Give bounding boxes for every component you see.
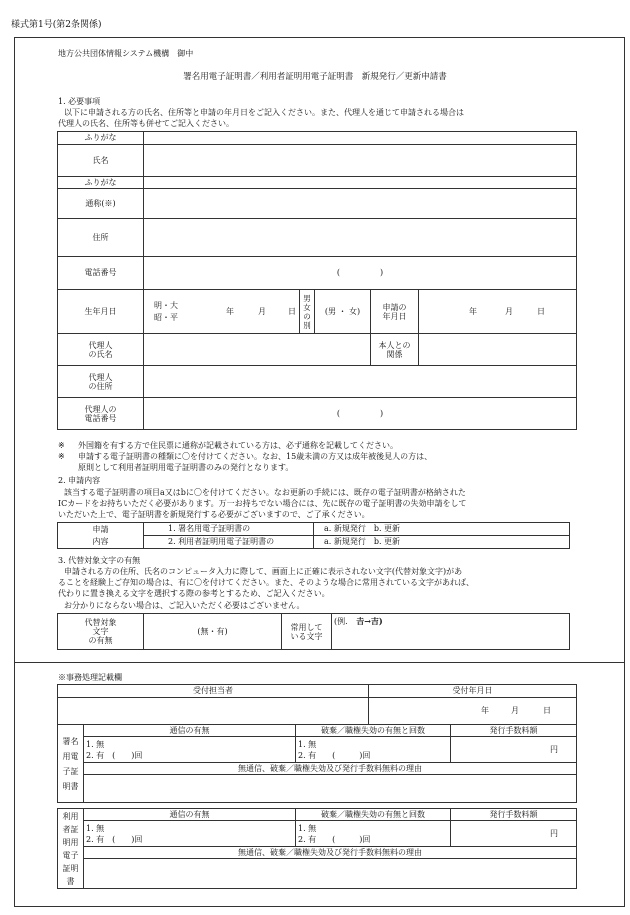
note-2b: 原則として利用者証明用電子証明書のみの発行となります。 xyxy=(78,463,294,472)
sign-revoke-yes: 2. 有 ( )回 xyxy=(298,750,371,760)
agent-name-label-1: 代理人 xyxy=(88,340,113,350)
agent-name-label xyxy=(58,334,144,366)
alias-input[interactable] xyxy=(144,189,577,219)
sex-label-3: の xyxy=(303,311,311,321)
agent-name-input[interactable] xyxy=(144,334,371,366)
user-cert-label-3: 明用 xyxy=(62,837,79,847)
user-fee-input[interactable] xyxy=(451,821,577,847)
user-revoke-yes: 2. 有 ( )回 xyxy=(298,834,371,844)
furigana2-input[interactable] xyxy=(144,177,577,189)
office-heading: ※事務処理記載欄 xyxy=(58,673,122,682)
sign-comm-yes: 2. 有 ( )回 xyxy=(86,750,143,760)
sex-label-4: 別 xyxy=(303,320,311,330)
section3-p2: ることを経験上ご存知の場合は、有に〇を付けてください。また、そのような場合に常用されている文字があれば、 xyxy=(58,578,474,587)
request-choice-1[interactable]: a. 新規発行 b. 更新 xyxy=(314,523,570,536)
receive-date-label: 受付年月日 xyxy=(369,685,577,698)
sign-cert-label-1: 署名 xyxy=(62,736,79,746)
apply-date-label-2: 年月日 xyxy=(382,311,407,321)
sign-cert-label-4: 明書 xyxy=(62,781,79,791)
sex-label-1: 男 xyxy=(303,293,311,303)
agent-address-label xyxy=(58,366,144,398)
recv-month: 月 xyxy=(511,706,519,715)
alias-label: 通称(※) xyxy=(58,189,144,219)
agent-phone-label-1: 代理人の xyxy=(84,404,117,414)
apply-year: 年 xyxy=(469,306,477,316)
section3-p4: お分かりにならない場合は、ご記入いただく必要はございません。 xyxy=(64,601,305,610)
furigana-input[interactable] xyxy=(144,132,577,145)
addressee: 地方公共団体情報システム機構 御中 xyxy=(58,49,194,58)
common-char-label xyxy=(282,614,332,650)
phone-label: 電話番号 xyxy=(58,257,144,290)
request-label xyxy=(58,523,144,549)
receiver-label: 受付担当者 xyxy=(58,685,369,698)
section2-p1: 該当する電子証明書の項目a又はbに〇を付けてください。なお更新の手続には、既存の電子証明書が格納された xyxy=(64,488,466,497)
user-fee-yen: 円 xyxy=(550,828,558,838)
section3-p3: 代わりに置き換える文字を選択する際の参考とするため、ご記入ください。 xyxy=(58,589,330,598)
birth-year: 年 xyxy=(226,306,234,316)
alt-char-label-1: 代替対象 xyxy=(84,618,117,627)
form-id: 様式第1号(第2条関係) xyxy=(11,20,102,30)
address-input[interactable] xyxy=(144,219,577,257)
sign-cert-label xyxy=(58,725,84,803)
user-comm-head: 通信の有無 xyxy=(84,809,296,821)
apply-date-input[interactable] xyxy=(419,290,577,334)
user-comm-yes: 2. 有 ( )回 xyxy=(86,834,143,844)
user-revoke-input[interactable] xyxy=(296,821,451,847)
agent-address-label-2: の住所 xyxy=(88,381,113,391)
sign-comm-input[interactable] xyxy=(84,737,296,763)
birth-month: 月 xyxy=(258,306,266,316)
sign-cert-table xyxy=(57,724,577,803)
section1-heading: 1. 必要事項 xyxy=(58,97,101,106)
applicant-table xyxy=(57,131,577,430)
request-option-2: 2. 利用者証明用電子証明書の xyxy=(144,536,314,549)
receiver-input[interactable] xyxy=(58,698,369,725)
sex-label xyxy=(300,290,315,334)
sex-choice[interactable]: (男 ・ 女) xyxy=(315,290,371,334)
common-char-input[interactable] xyxy=(332,614,570,650)
sign-fee-head: 発行手数料額 xyxy=(451,725,577,737)
birth-day: 日 xyxy=(288,306,296,316)
sign-reason-input[interactable] xyxy=(84,775,577,803)
birth-input[interactable] xyxy=(144,290,300,334)
sign-fee-input[interactable] xyxy=(451,737,577,763)
user-cert-label xyxy=(58,809,84,889)
recv-day: 日 xyxy=(543,706,551,715)
apply-date-label xyxy=(371,290,419,334)
user-comm-input[interactable] xyxy=(84,821,296,847)
common-char-label-2: いる文字 xyxy=(290,631,323,641)
user-revoke-head: 破棄／職権失効の有無と回数 xyxy=(296,809,451,821)
sex-label-2: 女 xyxy=(303,302,311,312)
agent-phone-input[interactable] xyxy=(144,398,577,430)
furigana-label: ふりがな xyxy=(58,132,144,145)
user-cert-label-1: 利用 xyxy=(62,811,79,821)
alt-char-label xyxy=(58,614,144,650)
name-input[interactable] xyxy=(144,145,577,177)
section3-p1: 申請される方の住所、氏名のコンピュータ入力に際して、画面上に正確に表示されない文字(代替対象文字)があ xyxy=(64,567,463,576)
receive-date-input[interactable] xyxy=(369,698,577,725)
request-choice-2[interactable]: a. 新規発行 b. 更新 xyxy=(314,536,570,549)
form-title: 署名用電子証明書／利用者証明用電子証明書 新規発行／更新申請書 xyxy=(183,72,447,82)
relation-label xyxy=(371,334,419,366)
sign-cert-label-2: 用電 xyxy=(62,751,79,761)
section1-intro-2: 代理人の氏名、住所等も併せてご記入ください。 xyxy=(58,119,234,128)
agent-name-label-2: の氏名 xyxy=(88,349,113,359)
recv-year: 年 xyxy=(481,706,489,715)
user-fee-head: 発行手数料額 xyxy=(451,809,577,821)
note-2a: 申請する電子証明書の種類に〇を付けてください。なお、15歳未満の方又は成年被後見人の方は、 xyxy=(78,452,433,461)
request-option-1: 1. 署名用電子証明書の xyxy=(144,523,314,536)
sign-fee-yen: 円 xyxy=(550,744,558,754)
birth-label: 生年月日 xyxy=(58,290,144,334)
section2-heading: 2. 申請内容 xyxy=(58,476,101,485)
apply-month: 月 xyxy=(505,306,513,316)
user-cert-label-2: 者証 xyxy=(62,824,79,834)
section2-p3: いただいた上で、電子証明書を新規発行する必要がございますので、ご了承ください。 xyxy=(58,510,370,519)
request-label-2: 内容 xyxy=(92,536,109,546)
note-1: 外国籍を有する方で住民票に通称が記載されている方は、必ず通称を記載してください。 xyxy=(78,441,398,450)
sign-revoke-no: 1. 無 xyxy=(298,739,317,749)
era-1: 明・大 xyxy=(154,300,178,310)
phone-paren: ( ) xyxy=(336,268,384,277)
user-cert-table xyxy=(57,808,577,889)
relation-input[interactable] xyxy=(419,334,577,366)
note-mark-1: ※ xyxy=(58,441,65,450)
alt-char-choice[interactable]: (無・有) xyxy=(144,614,282,650)
office-receipt-table xyxy=(57,684,577,725)
agent-address-label-1: 代理人 xyxy=(88,372,113,382)
sign-comm-head: 通信の有無 xyxy=(84,725,296,737)
sign-comm-no: 1. 無 xyxy=(86,739,105,749)
common-char-label-1: 常用して xyxy=(290,622,323,632)
user-comm-no: 1. 無 xyxy=(86,823,105,833)
apply-day: 日 xyxy=(537,306,545,316)
address-label: 住所 xyxy=(58,219,144,257)
user-reason-input[interactable] xyxy=(84,859,577,889)
relation-label-1: 本人との xyxy=(378,340,411,350)
request-label-1: 申請 xyxy=(92,524,109,534)
example-chars: 𠮷→吉) xyxy=(356,616,383,626)
alt-char-label-2: 文字 xyxy=(92,627,109,636)
section3-heading: 3. 代替対象文字の有無 xyxy=(58,556,141,565)
era-2: 昭・平 xyxy=(154,312,178,322)
agent-phone-label xyxy=(58,398,144,430)
sign-revoke-input[interactable] xyxy=(296,737,451,763)
sign-reason-label: 無通信、破棄／職権失効及び発行手数料無料の理由 xyxy=(84,763,577,775)
furigana2-label: ふりがな xyxy=(58,177,144,189)
agent-phone-paren: ( ) xyxy=(336,408,384,418)
note-mark-2: ※ xyxy=(58,452,65,461)
user-reason-label: 無通信、破棄／職権失効及び発行手数料無料の理由 xyxy=(84,847,577,859)
user-cert-label-5: 証明 xyxy=(62,863,79,873)
sign-cert-label-3: 子証 xyxy=(62,766,79,776)
user-cert-label-6: 書 xyxy=(66,876,75,886)
name-label: 氏名 xyxy=(58,145,144,177)
section1-intro-1: 以下に申請される方の氏名、住所等と申請の年月日をご記入ください。また、代理人を通じて申請される場合は xyxy=(64,108,464,117)
relation-label-2: 関係 xyxy=(386,349,403,359)
user-revoke-no: 1. 無 xyxy=(298,823,317,833)
phone-input[interactable] xyxy=(144,257,577,290)
agent-address-input[interactable] xyxy=(144,366,577,398)
apply-date-label-1: 申請の xyxy=(382,302,407,312)
section2-p2: ICカードをお持ちいただく必要があります。万一お持ちでない場合には、先に既存の電子証明書の失効申請をして xyxy=(58,499,467,508)
office-divider xyxy=(14,662,625,663)
alt-char-table xyxy=(57,613,570,650)
agent-phone-label-2: 電話番号 xyxy=(84,413,117,423)
user-cert-label-4: 電子 xyxy=(62,850,79,860)
sign-revoke-head: 破棄／職権失効の有無と回数 xyxy=(296,725,451,737)
request-table xyxy=(57,522,570,549)
example-prefix: (例. xyxy=(334,617,348,626)
alt-char-label-3: の有無 xyxy=(88,636,113,645)
